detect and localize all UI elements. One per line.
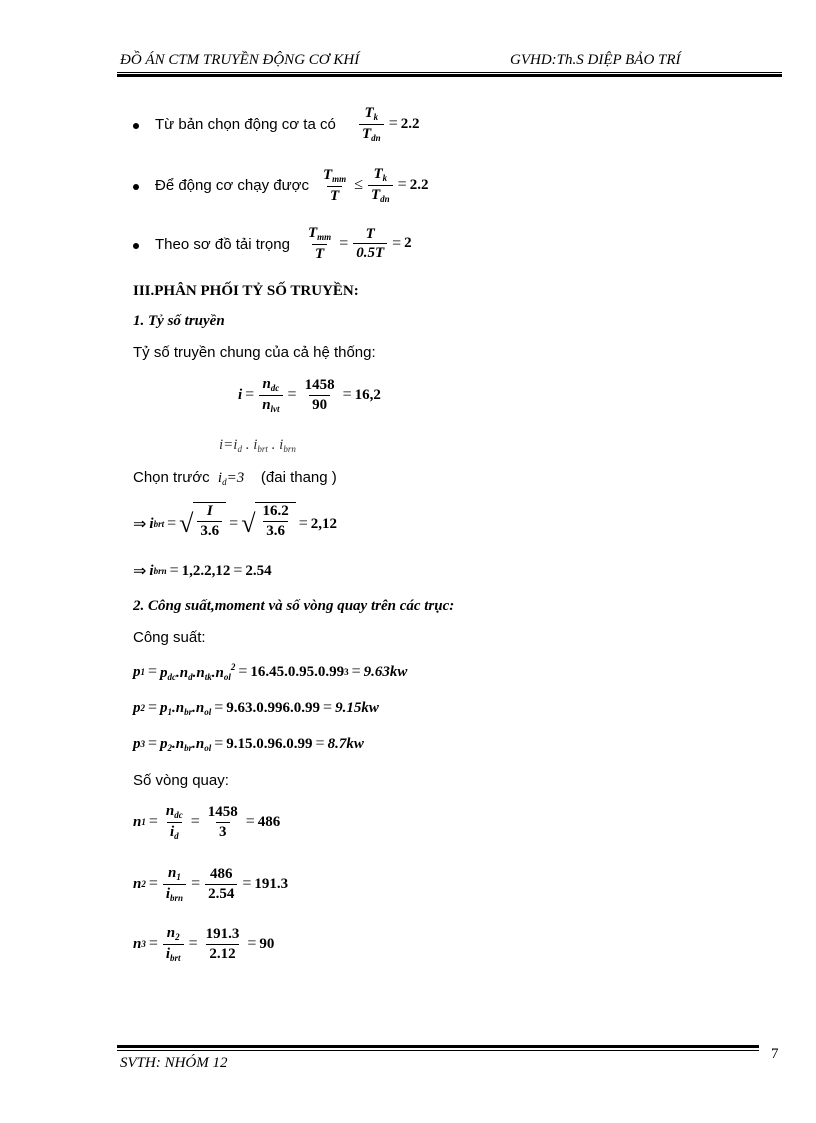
ratio-product (219, 437, 296, 454)
header-rule-thin (117, 72, 782, 73)
footer-left: SVTH: NHÓM 12 (120, 1055, 228, 1071)
frac-den: 0.5T (353, 243, 387, 262)
eq-lhs: p (133, 699, 141, 716)
eq-lhs-sub: 1 (140, 667, 145, 677)
frac-num-sub: mm (332, 173, 347, 184)
frac-den-value: 3 (216, 822, 230, 841)
choose-text: Chọn trước (133, 469, 210, 486)
frac-den: n (262, 396, 271, 413)
power-rhs: 9.15.0.96.0.99 (226, 735, 313, 752)
frac-num: T (365, 225, 375, 242)
bullet-1-text: Từ bản chọn động cơ ta có (155, 116, 336, 133)
power-2-result: 9.15kw (335, 699, 379, 716)
bullet-dot (133, 243, 139, 249)
frac-num-value: 191.3 (205, 926, 240, 943)
ibrn-formula: ⇒ i brn = 1,2.2,12 = 2.54 (133, 562, 272, 580)
power-3-result: 8.7kw (327, 735, 364, 752)
speed-2-result: 191.3 (254, 875, 289, 892)
product-sub-brn: brn (283, 444, 296, 454)
choose-line (133, 469, 337, 487)
eq-var-sub: brn (153, 566, 167, 576)
eq-lhs: n (133, 935, 142, 952)
bullet-3-formula: $\frac{T_{mm}}{T}$ = $\frac{T}{0.5T}$ = 2 (308, 225, 412, 262)
ratio-formula: i = $\frac{n_{dc}}{n_{lvt}}$ = $\frac{1458}{90}$ = 16,2 (238, 376, 381, 414)
frac-num: I (206, 503, 213, 519)
frac-den-sub: lvt (270, 403, 280, 414)
frac-num: n (165, 803, 175, 819)
frac-num: T (308, 225, 318, 241)
frac-den-value: 2.54 (205, 884, 237, 903)
frac-den: T (362, 125, 372, 142)
power-2-formula: p 2 = $p_1.n_{br}.n_{ol}$ = 9.63.0.996.0.99 = 9.15kw (133, 699, 379, 717)
ibrt-result: 2,12 (310, 515, 337, 532)
eq-lhs-sub: 2 (141, 879, 146, 890)
eq-var-sub: brt (153, 519, 165, 529)
frac-num: n (166, 925, 176, 941)
speed-3-result: 90 (259, 935, 275, 952)
frac-den: T (312, 244, 327, 263)
power-rhs-exponent: 3 (344, 667, 349, 677)
eq-lhs: p (133, 663, 141, 680)
power-label: Công suất: (133, 629, 206, 646)
frac-num: 16.2 (262, 503, 289, 519)
frac-num: T (373, 166, 383, 182)
frac-num-value: 1458 (207, 804, 238, 821)
frac-den: 3.6 (263, 521, 288, 540)
subsection-1-title: 1. Tỷ số truyền (133, 313, 225, 329)
product-sub-brt: brt (257, 444, 268, 454)
eq-lhs-sub: 3 (140, 739, 145, 749)
choose-note: (đai thang ) (260, 469, 337, 486)
eq-lhs-sub: 2 (140, 703, 145, 713)
frac-den: i (165, 885, 171, 902)
bullet-2-text: Để động cơ chạy được (155, 177, 309, 194)
bullet-3-result: 2 (404, 235, 412, 252)
frac-num-sub: 1 (176, 872, 181, 882)
frac-den-sub: brn (170, 892, 184, 903)
ibrn-result: 2.54 (245, 562, 272, 579)
choose-sub: d (222, 477, 227, 487)
frac-den-value: 2.12 (206, 944, 238, 963)
footer-rule-thick (117, 1045, 759, 1048)
frac-num-value: 486 (209, 866, 233, 883)
speed-3-formula: n 3 = $\frac{n_2}{i_{brt}}$ = $\frac{191.3}{2.12}$ = 90 (133, 925, 275, 963)
frac-num-value: 1458 (304, 377, 335, 394)
speed-label: Số vòng quay: (133, 772, 229, 789)
eq-lhs: n (133, 813, 142, 830)
bullet-3-text: Theo sơ đồ tải trọng (155, 236, 290, 253)
section-title: III.PHÂN PHỐI TỶ SỐ TRUYỀN: (133, 283, 359, 299)
speed-2-formula: n 2 = $\frac{n_1}{i_{brn}}$ = $\frac{486}{2.54}$ = 191.3 (133, 865, 289, 903)
frac-num-sub: k (382, 173, 388, 183)
subsection-2-title: 2. Công suất,moment và số vòng quay trên các trục: (133, 598, 455, 614)
power-rhs: 9.63.0.996.0.99 (226, 699, 321, 716)
product-lhs: i=i (219, 437, 238, 453)
choose-var: i (217, 470, 223, 486)
speed-1-formula: n 1 = $\frac{n_{dc}}{i_d}$ = $\frac{1458}{3}$ = 486 (133, 803, 281, 841)
product-mid: . i (241, 437, 258, 453)
frac-num-sub: 2 (175, 932, 180, 942)
footer-rule-thin (117, 1050, 759, 1051)
frac-den: T (327, 186, 342, 205)
frac-den: i (169, 823, 175, 840)
power-rhs: 16.45.0.95.0.99 (250, 663, 345, 680)
eq-lhs: p (133, 735, 141, 752)
ibrn-rhs: 1,2.2,12 (181, 562, 231, 579)
bullet-1-formula: $\frac{T_k}{T_{dn}}$ = 2.2 (357, 105, 419, 144)
frac-num-sub: mm (317, 232, 332, 242)
power-3-formula: p 3 = $p_2.n_{br}.n_{ol}$ = 9.15.0.96.0.99 = 8.7kw (133, 735, 364, 753)
bullet-2-formula: $\frac{T_{mm}}{T}$ ≤ $\frac{T_k}{T_{dn}}$ = 2.2 (323, 166, 429, 204)
header-rule-thick (117, 74, 782, 77)
frac-den: T (370, 186, 381, 203)
frac-num-sub: k (373, 112, 379, 122)
eq-lhs-sub: 1 (141, 817, 146, 828)
eq-var: i (149, 562, 154, 579)
ratio-intro: Tỷ số truyền chung của cả hệ thống: (133, 344, 376, 361)
page-number: 7 (771, 1046, 779, 1062)
ratio-result: 16,2 (354, 386, 381, 403)
frac-num: n (168, 865, 177, 881)
frac-num: T (364, 105, 374, 121)
speed-1-result: 486 (257, 813, 281, 830)
frac-den-sub: dn (380, 193, 390, 204)
eq-lhs-sub: 3 (141, 939, 146, 950)
product-sub-d: d (237, 444, 242, 454)
choose-value: =3 (226, 470, 245, 486)
bullet-dot (133, 184, 139, 190)
product-mid: . i (267, 437, 284, 453)
ibrt-formula: ⇒ i brt = √ $\frac{I}{3.6}$ = √ $\frac{16.2}{3.6}$ = 2,12 (133, 502, 337, 546)
power-1-result: 9.63kw (363, 663, 408, 680)
bullet-2-result: 2.2 (409, 176, 429, 193)
power-1-formula: p 1 = $p_{dc}.n_d.n_{tk}.n_{ol}^2$ = 16.45.0.95.0.99 3 = 9.63kw (133, 662, 408, 682)
header-left: ĐỒ ÁN CTM TRUYỀN ĐỘNG CƠ KHÍ (120, 52, 360, 68)
eq-var: i (149, 515, 154, 532)
eq-lhs: i (238, 386, 243, 403)
bullet-dot (133, 123, 139, 129)
frac-den: i (165, 945, 171, 962)
frac-num-sub: dc (174, 810, 183, 820)
frac-den-sub: dn (371, 132, 381, 143)
frac-den-value: 90 (309, 395, 330, 414)
header-right: GVHD:Th.S DIỆP BẢO TRÍ (510, 52, 681, 68)
frac-num: T (323, 166, 333, 183)
frac-den-sub: brt (170, 952, 181, 963)
frac-den: 3.6 (197, 521, 222, 540)
frac-num-sub: dc (270, 383, 280, 393)
eq-lhs: n (133, 875, 142, 892)
frac-num: n (262, 376, 271, 392)
bullet-1-result: 2.2 (400, 115, 420, 132)
frac-den-sub: d (174, 830, 179, 841)
